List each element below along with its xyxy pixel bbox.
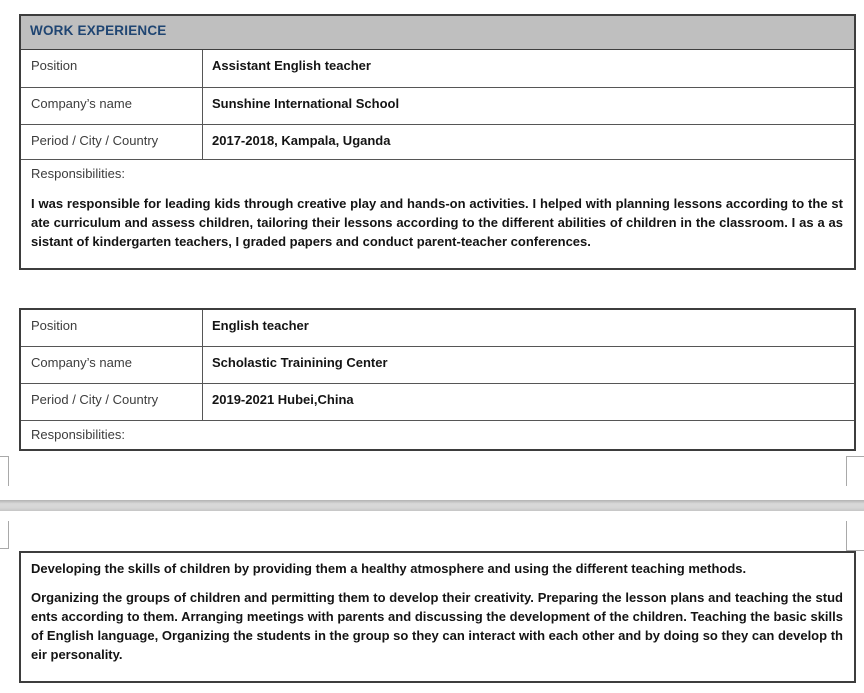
- text-boundary-mark-top-right: [846, 521, 864, 551]
- field-value-cell[interactable]: [203, 125, 854, 159]
- responsibilities-text: I was responsible for leading kids through creative play and hands-on activities. I helped with planning lessons according to the state curriculum and assess children, tailoring their lessons according to the different abilities of children in the classroom. I as a assistant of kindergarten teachers, I graded papers and conduct parent-teacher conferences.: [31, 196, 843, 249]
- text-boundary-mark-bottom-right: [846, 456, 864, 486]
- responsibilities-label: Responsibilities:: [31, 166, 125, 181]
- responsibilities-cell-2[interactable]: [21, 421, 854, 442]
- field-label-cell[interactable]: [21, 347, 203, 383]
- field-row-company-1: [21, 88, 854, 125]
- field-value-cell[interactable]: [203, 88, 854, 124]
- field-value-cell[interactable]: [203, 50, 854, 87]
- field-label-cell[interactable]: [21, 50, 203, 87]
- field-value-cell[interactable]: [203, 384, 854, 420]
- field-value-cell[interactable]: [203, 347, 854, 383]
- field-value-text: Assistant English teacher: [212, 58, 371, 73]
- field-value-text: English teacher: [212, 318, 309, 333]
- field-row-position-1: [21, 50, 854, 88]
- responsibilities-cell-1[interactable]: [21, 160, 854, 251]
- responsibilities-continuation-box[interactable]: [19, 551, 856, 683]
- page2-paragraph-2: Organizing the groups of children and permitting them to develop their creativity. Preparing the lesson plans and teaching the students according to them. Arranging meetings with parents and discussing the development of the children. Teaching the basic skills of English language, Organizing the students in the group so they can interact with each other and by doing so they can develop their personality.: [31, 590, 843, 662]
- paragraph-spacer: [31, 578, 843, 588]
- field-label-text: Company’s name: [31, 96, 132, 111]
- field-label-text: Period / City / Country: [31, 392, 159, 407]
- responsibilities-label: Responsibilities:: [31, 427, 125, 442]
- field-row-period-1: [21, 125, 854, 160]
- field-label-cell[interactable]: [21, 310, 203, 346]
- field-row-period-2: [21, 384, 854, 421]
- text-boundary-mark-top-left: [0, 521, 9, 549]
- field-label-text: Position: [31, 318, 78, 333]
- field-value-text: Scholastic Trainining Center: [212, 355, 388, 370]
- field-label-text: Position: [31, 58, 78, 73]
- section-header-text: WORK EXPERIENCE: [30, 23, 167, 38]
- field-label-text: Company’s name: [31, 355, 132, 370]
- section-header-cell[interactable]: [21, 16, 854, 50]
- field-row-position-2: [21, 310, 854, 347]
- page2-paragraph-1: Developing the skills of children by providing them a healthy atmosphere and using the different teaching methods.: [31, 561, 747, 576]
- field-label-cell[interactable]: [21, 88, 203, 124]
- work-experience-table-2: [19, 308, 856, 451]
- field-label-cell[interactable]: [21, 125, 203, 159]
- field-value-text: Sunshine International School: [212, 96, 400, 111]
- field-value-text: 2017-2018, Kampala, Uganda: [212, 133, 391, 148]
- field-label-text: Period / City / Country: [31, 133, 159, 148]
- page-break-gap: [0, 500, 864, 511]
- field-label-cell[interactable]: [21, 384, 203, 420]
- field-value-text: 2019-2021 Hubei,China: [212, 392, 354, 407]
- text-boundary-mark-bottom-left: [0, 456, 9, 486]
- field-value-cell[interactable]: [203, 310, 854, 346]
- field-row-company-2: [21, 347, 854, 384]
- work-experience-table-1: [19, 14, 856, 270]
